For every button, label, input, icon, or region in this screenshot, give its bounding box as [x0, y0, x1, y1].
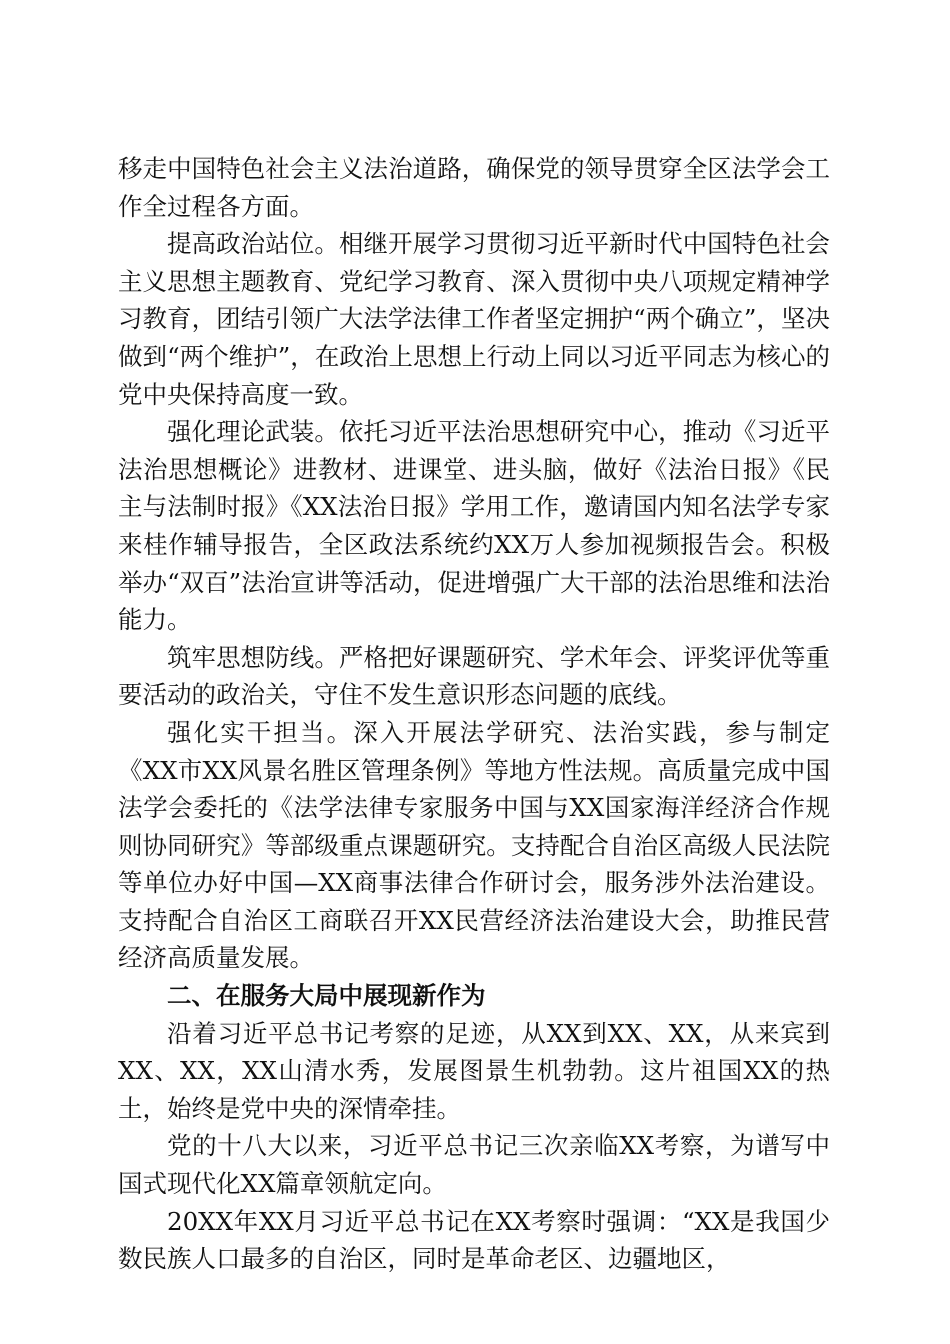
- paragraph-inspection-footsteps: 沿着习近平总书记考察的足迹，从XX到XX、XX，从来宾到XX、XX，XX山清水秀，发展图景生机勃勃。这片祖国XX的热土，始终是党中央的深情牵挂。: [118, 1018, 830, 1123]
- paragraph-eighteenth-congress: 党的十八大以来，习近平总书记三次亲临XX考察，为谱写中国式现代化XX篇章领航定向。: [118, 1131, 830, 1199]
- paragraph-continuation: 移走中国特色社会主义法治道路，确保党的领导贯穿全区法学会工作全过程各方面。: [118, 154, 830, 221]
- document-body: [118, 150, 830, 1278]
- paragraph-practical-action: 强化实干担当。深入开展法学研究、法治实践，参与制定《XX市XX风景名胜区管理条例》等地方性法规。高质量完成中国法学会委托的《法学法律专家服务中国与XX国家海洋经济合作规则协同研究》等部级重点课题研究。支持配合自治区高级人民法院等单位办好中国—XX商事法律合作研讨会，服务涉外法治建设。支持配合自治区工商联召开XX民营经济法治建设大会，助推民营经济高质量发展。: [118, 717, 830, 973]
- paragraph-theory-arming: 强化理论武装。依托习近平法治思想研究中心，推动《习近平法治思想概论》进教材、进课堂、进头脑，做好《法治日报》《民主与法制时报》《XX法治日报》学用工作，邀请国内知名法学专家来桂作辅导报告，全区政法系统约XX万人参加视频报告会。积极举办“双百”法治宣讲等活动，促进增强广大干部的法治思维和法治能力。: [118, 417, 830, 635]
- section-heading: 二、在服务大局中展现新作为: [167, 981, 486, 1011]
- paragraph-ideological-defense: 筑牢思想防线。严格把好课题研究、学术年会、评奖评优等重要活动的政治关，守住不发生意识形态问题的底线。: [118, 642, 830, 710]
- paragraph-inspection-quote: 20XX年XX月习近平总书记在XX考察时强调：“XX是我国少数民族人口最多的自治区，同时是革命老区、边疆地区，: [118, 1206, 830, 1274]
- paragraph-political-stance: 提高政治站位。相继开展学习贯彻习近平新时代中国特色社会主义思想主题教育、党纪学习教育、深入贯彻中央八项规定精神学习教育，团结引领广大法学法律工作者坚定拥护“两个确立”，坚决做到“两个维护”，在政治上思想上行动上同以习近平同志为核心的党中央保持高度一致。: [118, 229, 830, 409]
